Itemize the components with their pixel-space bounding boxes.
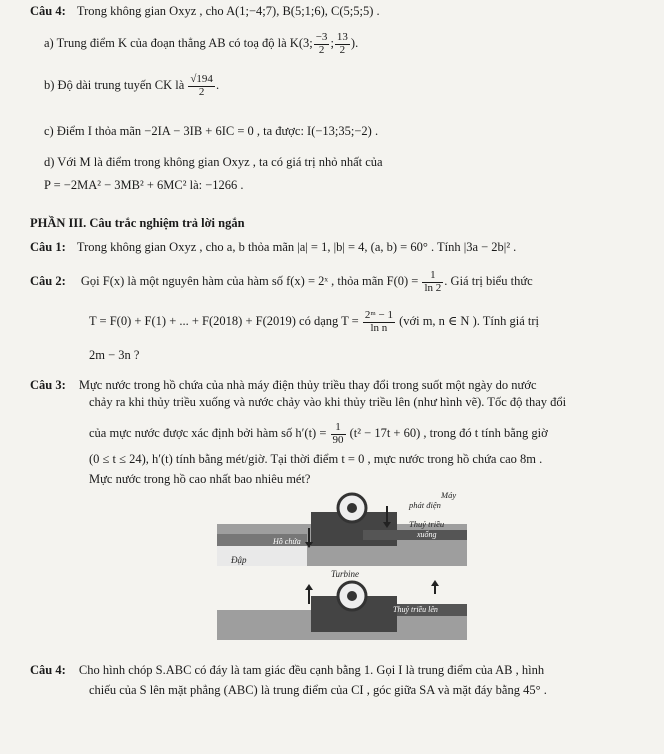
q4a-part-d-line2: P = −2MA² − 3MB² + 6MC² là: −1266 .	[44, 178, 244, 192]
fig-label-turbine: Turbine	[331, 569, 360, 579]
q3-line1	[30, 378, 537, 392]
fig-label-machine-2: phát điện	[409, 500, 441, 510]
fig-label-ebb-1: Thuỷ triều	[409, 519, 445, 529]
ebb-tide-panel	[217, 490, 467, 566]
q4a-stem-line	[30, 4, 380, 18]
q3-line3	[89, 422, 548, 446]
q4a-part-d-line1: d) Với M là điểm trong không gian Oxyz , ta có giá trị nhỏ nhất của	[44, 155, 383, 169]
q4a-a-frac2: $\frac{13}{2}$	[336, 31, 348, 56]
q4a-label: Câu 4:	[30, 4, 66, 18]
q4a-b-frac: $\frac{√194}{2}$	[190, 73, 213, 98]
q1-text: Trong không gian Oxyz , cho a, b thỏa mãn |a| = 1, |b| = 4, (a, b) = 60° . Tính |3a − 2b|² .	[76, 240, 517, 254]
q2-text1-frac: $\frac{1}{\ln 2}$	[424, 269, 442, 294]
q3-line5: Mực nước trong hồ cao nhất bao nhiêu mét?	[89, 472, 311, 486]
q3-text1: Mực nước trong hồ chứa của nhà máy điện thủy triều thay đổi trong suốt một ngày do nước	[78, 378, 537, 392]
q2-label: Câu 2:	[30, 273, 66, 288]
q2-line2	[89, 310, 539, 334]
q2-text2-b: (với m, n ∈ N ). Tính giá trị	[399, 313, 540, 328]
q2-line3: 2m − 3n ?	[89, 348, 140, 362]
q3-label: Câu 3:	[30, 378, 66, 392]
q1-label: Câu 1:	[30, 240, 66, 254]
q4a-stem: Trong không gian Oxyz , cho A(1;−4;7), B(5;1;6), C(5;5;5) .	[76, 4, 380, 18]
q3-text3-frac: $\frac{1}{90}$	[332, 421, 344, 446]
q4a-a-frac1: $\frac{-3}{2}$	[315, 31, 328, 56]
q4a-a-text: a) Trung điểm K của đoạn thẳng AB có toạ độ là K(3;	[44, 35, 313, 50]
q2-text1-b: . Giá trị biểu thức	[444, 273, 533, 288]
fig-label-reservoir: Hồ chứa	[273, 537, 301, 546]
q1-line	[30, 240, 516, 254]
arrow-up-bottom-icon	[305, 584, 313, 590]
q4a-part-a: a) Trung điểm K của đoạn thẳng AB có toạ độ là K(3; $\frac{-3}{2}$ ; $\frac{13}{2}$ ).	[44, 31, 359, 56]
flood-tide-panel	[217, 569, 467, 640]
q4b-line1	[30, 663, 544, 677]
q2-text2-frac: $\frac{\text{2ᵐ − 1}}{\text{ln n}}$	[364, 309, 393, 334]
q4b-line2: chiếu của S lên mặt phẳng (ABC) là trung điểm của CI , góc giữa SA và mặt đáy bằng 45° .	[89, 683, 547, 697]
q2-text2-a: T = F(0) + F(1) + ... + F(2018) + F(2019) có dạng T =	[89, 313, 359, 328]
part3-heading: PHẦN III. Câu trắc nghiệm trả lời ngắn	[30, 216, 245, 230]
q4a-part-c: c) Điểm I thỏa mãn −2IA − 3IB + 6IC = 0 , ta được: I(−13;35;−2) .	[44, 124, 379, 138]
q4a-b-text: b) Độ dài trung tuyến CK là	[44, 77, 185, 92]
fig-label-dam: Đập	[231, 555, 247, 565]
q4b-label: Câu 4:	[30, 663, 66, 677]
q3-line4: (0 ≤ t ≤ 24), h′(t) tính bằng mét/giờ. Tại thời điểm t = 0 , mực nước trong hồ chứa cao 8m .	[89, 452, 543, 466]
tidal-plant-figure	[213, 486, 471, 646]
q4a-part-b: b) Độ dài trung tuyến CK là $\frac{√194}{2}$ .	[44, 73, 220, 98]
q2-line1	[30, 270, 533, 294]
fig-label-flood: Thuỷ triều lên	[393, 605, 438, 614]
arrow-up-flood-icon	[431, 580, 439, 586]
q2-text1-a: Gọi F(x) là một nguyên hàm của hàm số f(x) = 2ˣ , thỏa mãn F(0) =	[80, 273, 419, 288]
fig-label-machine-1: Máy	[441, 490, 457, 500]
fig-label-ebb-2: xuống	[417, 530, 437, 539]
q3-text3-b: (t² − 17t + 60) , trong đó t tính bằng giờ	[349, 425, 548, 440]
q4b-text1: Cho hình chóp S.ABC có đáy là tam giác đều cạnh bằng 1. Gọi I là trung điểm của AB , hình	[78, 663, 545, 677]
q3-line2: chảy ra khi thủy triều xuống và nước chảy vào khi thủy triều lên (như hình vẽ). Tốc độ thay đổi	[89, 395, 567, 409]
q3-text3-a: của mực nước được xác định bởi hàm số h′(t) =	[89, 425, 327, 440]
